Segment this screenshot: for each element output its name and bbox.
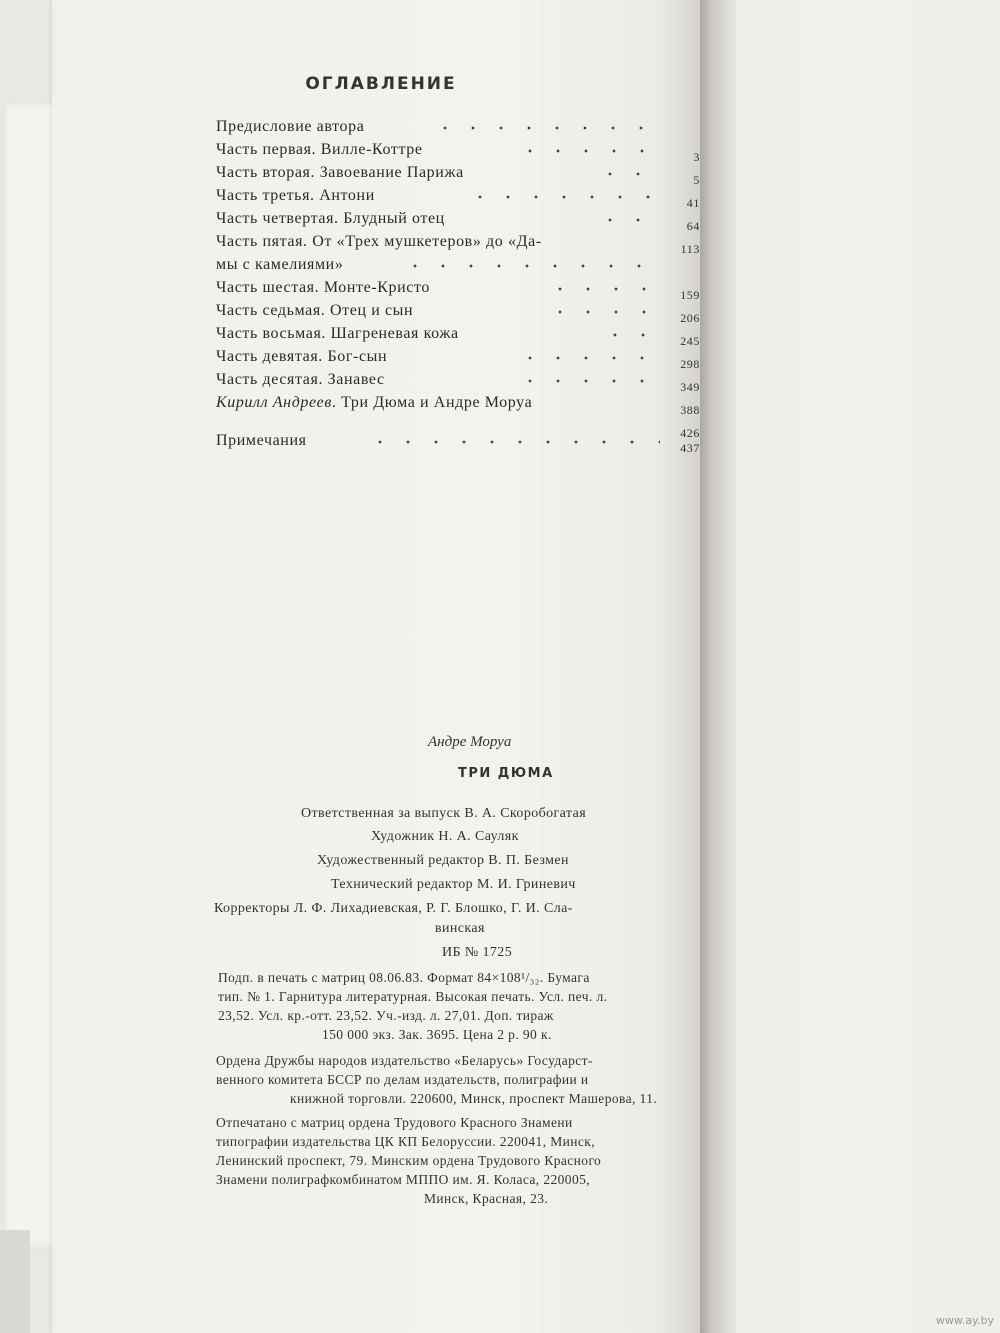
toc-entry — [216, 116, 700, 139]
toc-entry-page: 349 — [680, 380, 700, 394]
leader-dots — [516, 379, 660, 383]
toc-entry — [216, 430, 700, 453]
page-edge-shadow — [0, 1230, 30, 1333]
credit-line: Корректоры Л. Ф. Лихадиевская, Р. Г. Блошко, Г. И. Сла- — [214, 901, 573, 916]
toc-entry-label: Часть первая. Вилле-Коттре — [216, 141, 423, 158]
toc-entry — [216, 208, 700, 231]
toc-entry-label: Часть десятая. Занавес — [216, 371, 385, 388]
toc-entry — [216, 139, 700, 162]
toc-entry — [216, 346, 700, 369]
toc-entry-page: 245 — [680, 334, 700, 348]
toc-entry — [216, 254, 700, 277]
leader-dots — [401, 264, 660, 268]
toc-entry-label: Часть вторая. Завоевание Парижа — [216, 164, 464, 181]
book-title: ТРИ ДЮМА — [458, 766, 554, 781]
toc-entry-page: 113 — [680, 242, 700, 256]
toc-entry — [216, 231, 700, 254]
author-name: Андре Моруа — [428, 734, 512, 750]
credit-line: Художественный редактор В. П. Безмен — [317, 853, 569, 868]
book-gutter — [700, 0, 736, 1333]
publisher-line: Ордена Дружбы народов издательство «Беларусь» Государст- — [216, 1053, 593, 1068]
printer-line: типографии издательства ЦК КП Белоруссии. 220041, Минск, — [216, 1134, 596, 1149]
toc-entry — [216, 185, 700, 208]
toc-entry-label: Часть четвертая. Блудный отец — [216, 210, 445, 227]
toc-entry-label: мы с камелиями» — [216, 256, 344, 273]
credit-line: Художник Н. А. Сауляк — [371, 829, 519, 844]
toc-entry — [216, 277, 700, 300]
credit-line: винская — [435, 921, 485, 936]
print-details-line: 23,52. Усл. кр.-отт. 23,52. Уч.-изд. л. 27,01. Доп. тираж — [218, 1008, 554, 1023]
toc-entry-label: Часть пятая. От «Трех мушкетеров» до «Да- — [216, 233, 542, 250]
toc-title: ОГЛАВЛЕНИЕ — [305, 74, 457, 94]
toc-entry — [216, 369, 700, 392]
toc-entry — [216, 392, 700, 415]
toc-entry-page: 206 — [680, 311, 700, 325]
leader-dots — [601, 333, 660, 337]
printer-line: Ленинский проспект, 79. Минским ордена Трудового Красного — [216, 1153, 602, 1168]
leader-dots — [596, 172, 660, 176]
print-details-line: тип. № 1. Гарнитура литературная. Высокая печать. Усл. печ. л. — [218, 989, 608, 1004]
print-details-line: 150 000 экз. Зак. 3695. Цена 2 р. 90 к. — [322, 1027, 552, 1042]
toc-entry-page: 5 — [693, 173, 700, 187]
publisher-line: венного комитета БССР по делам издательств, полиграфии и — [216, 1072, 589, 1087]
leader-dots — [546, 310, 660, 314]
toc-entry-label: Часть седьмая. Отец и сын — [216, 302, 414, 319]
toc-entry-label: Часть восьмая. Шагреневая кожа — [216, 325, 459, 342]
toc-entry-label: Часть третья. Антони — [216, 187, 375, 204]
toc-entry-label: Примечания — [216, 432, 307, 449]
toc-entry — [216, 162, 700, 185]
toc-entry-page: 426 — [680, 426, 700, 440]
printer-line: Отпечатано с матриц ордена Трудового Красного Знамени — [216, 1115, 573, 1130]
toc-entry-page: 388 — [680, 403, 700, 417]
toc-entry-page: 159 — [680, 288, 700, 302]
publisher-line: книжной торговли. 220600, Минск, проспект Машерова, 11. — [290, 1091, 658, 1106]
toc-entry-label: Часть шестая. Монте-Кристо — [216, 279, 430, 296]
right-page — [728, 0, 1000, 1333]
ib-number: ИБ № 1725 — [442, 945, 513, 960]
table-of-contents — [216, 116, 700, 453]
toc-entry-label: Предисловие автора — [216, 118, 365, 135]
toc-entry-page: 437 — [680, 441, 700, 455]
leader-dots — [546, 287, 660, 291]
toc-entry-page: 64 — [686, 219, 700, 233]
leader-dots — [516, 356, 660, 360]
printer-line: Минск, Красная, 23. — [424, 1191, 549, 1206]
leader-dots — [431, 126, 660, 130]
toc-entry — [216, 323, 700, 346]
leader-dots — [466, 195, 660, 199]
leader-dots — [596, 218, 660, 222]
toc-entry — [216, 300, 700, 323]
site-watermark: www.ay.by — [935, 1314, 994, 1327]
toc-entry-page: 41 — [686, 196, 700, 210]
printer-line: Знамени полиграфкомбинатом МППО им. Я. Коласа, 220005, — [216, 1172, 591, 1187]
toc-entry-label: Кирилл Андреев. Три Дюма и Андре Моруа — [216, 394, 533, 411]
leader-dots — [366, 440, 660, 444]
toc-entry-page: 3 — [693, 150, 700, 164]
credit-line: Ответственная за выпуск В. А. Скоробогатая — [301, 806, 587, 821]
leader-dots — [516, 149, 660, 153]
credit-line: Технический редактор М. И. Гриневич — [331, 877, 576, 892]
print-details-line: Подп. в печать с матриц 08.06.83. Формат 84×108¹/₃₂. Бумага — [218, 970, 590, 985]
toc-entry-label: Часть девятая. Бог-сын — [216, 348, 388, 365]
toc-entry-page: 298 — [680, 357, 700, 371]
